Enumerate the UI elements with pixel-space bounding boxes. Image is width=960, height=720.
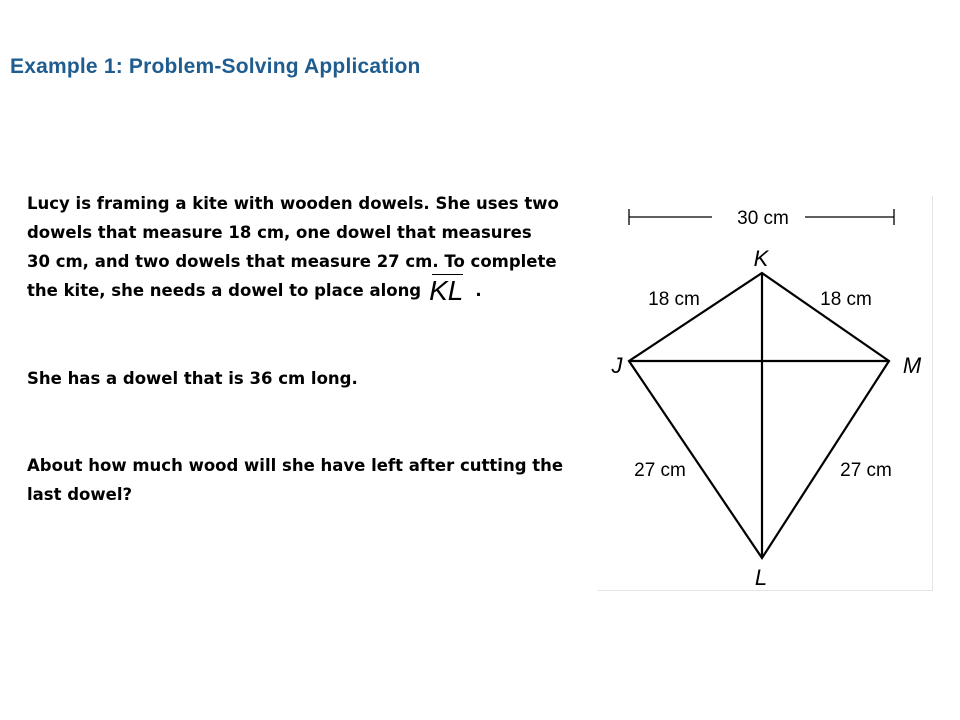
problem-line: Lucy is framing a kite with wooden dowels. She uses two: [27, 194, 559, 213]
segment-kl-label: KL: [429, 275, 464, 306]
vertex-j-label: J: [611, 353, 623, 378]
problem-text: [27, 189, 597, 305]
side-km-label: 18 cm: [820, 289, 872, 310]
kite-outline: [629, 273, 889, 558]
side-jl-label: 27 cm: [634, 460, 686, 481]
question-text: About how much wood will she have left after cutting the last dowel?: [27, 456, 564, 504]
vertex-k-label: K: [753, 246, 769, 271]
problem-line: 30 cm, and two dowels that measure 27 cm. To complete: [27, 252, 557, 271]
problem-period: .: [475, 281, 482, 300]
page-title: Example 1: Problem-Solving Application: [10, 55, 421, 78]
problem-line: dowels that measure 18 cm, one dowel that measures: [27, 223, 532, 242]
kite-diagram: [598, 196, 933, 591]
problem-line: [27, 276, 597, 305]
kite-diagram-svg: [598, 196, 932, 590]
side-jk-label: 18 cm: [648, 289, 700, 310]
side-ml-label: 27 cm: [840, 460, 892, 481]
vertex-l-label: L: [754, 565, 768, 590]
width-label: 30 cm: [737, 208, 789, 229]
dowel-length-text: She has a dowel that is 36 cm long.: [27, 369, 358, 388]
vertex-m-label: M: [902, 353, 922, 378]
problem-line-text: the kite, she needs a dowel to place along: [27, 281, 422, 300]
